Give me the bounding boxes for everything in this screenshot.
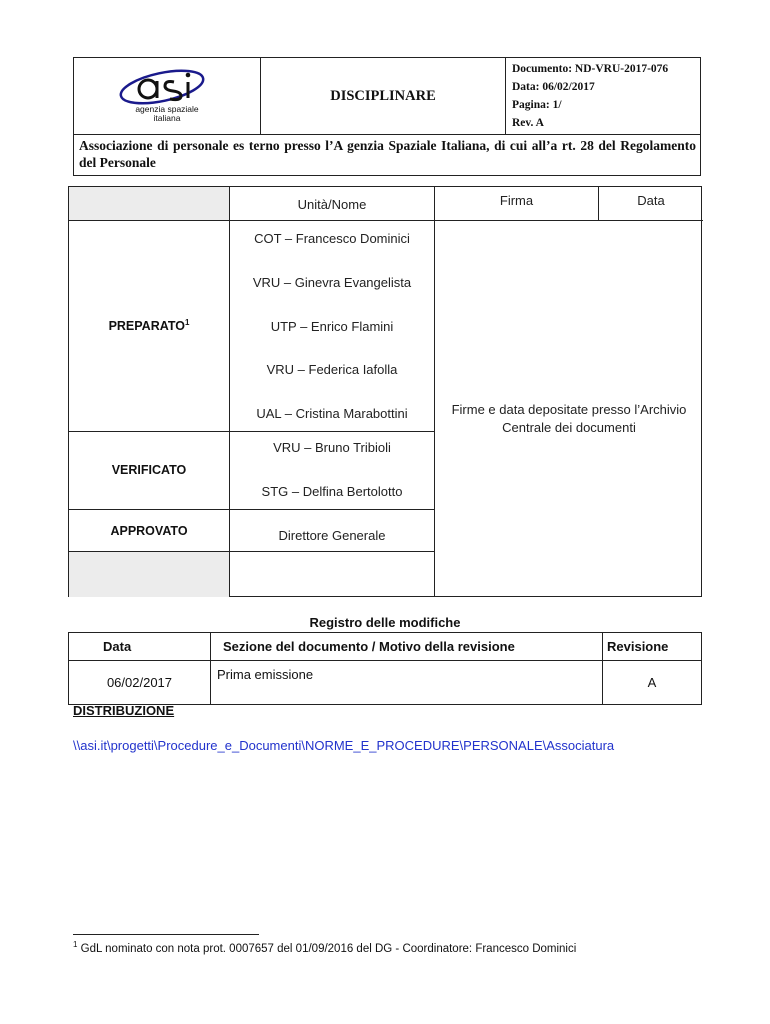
footnote-text: GdL nominato con nota prot. 0007657 del 01/09/2016 del DG - Coordinatore: Francesco Dominici — [77, 942, 577, 955]
document-subject: Associazione di personale es terno presso l’A genzia Spaziale Italiana, di cui all’a rt. 28 del Regolamento del Personale — [74, 135, 701, 176]
preparato-name: UAL – Cristina Marabottini — [256, 406, 408, 421]
registro-title: Registro delle modifiche — [309, 615, 461, 630]
shaded-empty-cell — [69, 551, 229, 597]
registro-header-row — [69, 633, 702, 661]
registro-cell-sezione: Prima emissione — [211, 661, 603, 705]
registro-header-revisione: Revisione — [603, 633, 702, 661]
asi-logo — [112, 63, 222, 125]
logo-cell — [74, 58, 261, 135]
document-meta — [506, 58, 701, 135]
firme-note-line1: Firme e data depositate presso l’Archivio — [451, 402, 687, 417]
verificato-label: VERIFICATO — [111, 463, 187, 477]
meta-pagina: Pagina: 1/ — [512, 99, 562, 111]
preparato-name: UTP – Enrico Flamini — [270, 319, 394, 334]
logo-text-line1: agenzia spaziale — [135, 103, 199, 114]
approvato-label: APPROVATO — [110, 524, 188, 538]
document-title: DISCIPLINARE — [261, 58, 506, 135]
meta-rev: Rev. A — [512, 117, 544, 129]
approvato-name: Direttore Generale — [278, 528, 386, 543]
document-header — [73, 57, 701, 176]
preparato-label: PREPARATO$^1$ — [108, 318, 190, 334]
footnote — [73, 940, 576, 955]
col-unita-header: Unità/Nome — [297, 197, 367, 212]
shaded-header-cell — [69, 187, 229, 220]
footnote-divider — [73, 934, 259, 935]
col-firma-header: Firma — [499, 193, 534, 208]
registro-table — [68, 632, 702, 705]
verificato-name: STG – Delfina Bertolotto — [261, 484, 403, 499]
approval-table — [68, 186, 702, 597]
preparato-name: VRU – Federica Iafolla — [266, 362, 398, 377]
registro-cell-data: 06/02/2017 — [69, 661, 211, 705]
verificato-name: VRU – Bruno Tribioli — [273, 440, 391, 455]
meta-documento: Documento: ND-VRU-2017-076 — [512, 63, 669, 75]
distribuzione-path-link[interactable]: \\asi.it\progetti\Procedure_e_Documenti\NORME_E_PROCEDURE\PERSONALE\Associatura — [73, 738, 615, 753]
logo-text-line2: italiana — [153, 112, 181, 123]
registro-header-data: Data — [69, 633, 211, 661]
meta-data: Data: 06/02/2017 — [512, 81, 595, 93]
table-row — [69, 661, 702, 705]
registro-header-sezione: Sezione del documento / Motivo della revisione — [211, 633, 603, 661]
preparato-name: VRU – Ginevra Evangelista — [252, 275, 412, 290]
footnote-ref: 1 — [73, 940, 78, 949]
firme-note-line2: Centrale dei documenti — [502, 420, 636, 435]
preparato-name: COT – Francesco Dominici — [254, 231, 410, 246]
col-data-header: Data — [637, 193, 665, 208]
distribuzione-label: DISTRIBUZIONE — [73, 703, 175, 718]
registro-cell-revisione: A — [603, 661, 702, 705]
